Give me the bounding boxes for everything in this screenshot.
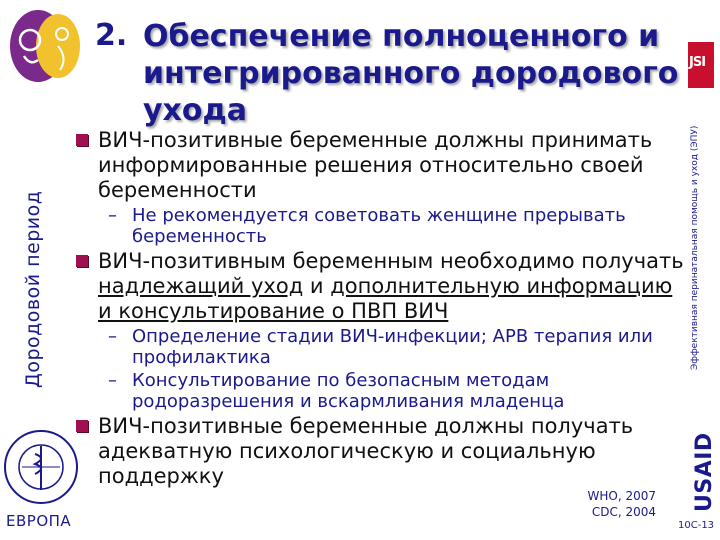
bullet-item <box>74 249 686 324</box>
jsi-logo: JSI <box>688 42 714 88</box>
bullet-text-underlined: надлежащий уход <box>98 274 304 298</box>
dash-marker: – <box>108 326 117 347</box>
bullet-text-part: ВИЧ-позитивным беременным необходимо получать <box>98 249 684 273</box>
source-line: CDC, 2004 <box>591 505 656 519</box>
section-vertical-label: Дородовой период <box>22 190 44 388</box>
bullet-text-underlined: дополнительную информацию и консультирование о ПВП ВИЧ <box>98 274 673 323</box>
source-citation <box>560 488 656 520</box>
bullet-text: ВИЧ-позитивные беременные должны принимать информированные решения относительно своей беременности <box>98 128 653 202</box>
bullet-square-icon <box>76 255 88 267</box>
org-label: ЕВРОПА <box>6 512 72 530</box>
slide-title: Обеспечение полноценного и интегрированного дородового ухода <box>143 19 679 128</box>
bullet-item <box>74 414 686 489</box>
bullet-square-icon <box>76 134 88 146</box>
slide-code: 10C-13 <box>678 520 715 531</box>
sub-text: Не рекомендуется советовать женщине прерывать беременность <box>132 205 626 247</box>
sub-item <box>74 370 686 412</box>
usaid-logo: USAID <box>692 432 717 512</box>
source-line: WHO, 2007 <box>587 489 656 503</box>
program-vertical-label: Эффективная перинатальная помощь и уход (ЭПУ) <box>690 125 700 370</box>
bullet-text: ВИЧ-позитивные беременные должны получать адекватную психологическую и социальную поддержку <box>98 414 634 488</box>
maternal-logo-icon <box>2 6 88 86</box>
sub-item <box>74 326 686 368</box>
dash-marker: – <box>108 370 117 391</box>
slide-content <box>74 128 686 491</box>
title-number: 2. <box>95 18 128 53</box>
sub-text: Определение стадии ВИЧ-инфекции; АРВ терапия или профилактика <box>132 326 653 368</box>
sub-text: Консультирование по безопасным методам родоразрешения и вскармливания младенца <box>132 370 565 412</box>
dash-marker: – <box>108 205 117 226</box>
bullet-square-icon <box>76 420 88 432</box>
bullet-item <box>74 128 686 203</box>
who-emblem-icon <box>2 428 80 506</box>
sub-item <box>74 205 686 247</box>
bullet-text-part: и <box>303 274 331 298</box>
